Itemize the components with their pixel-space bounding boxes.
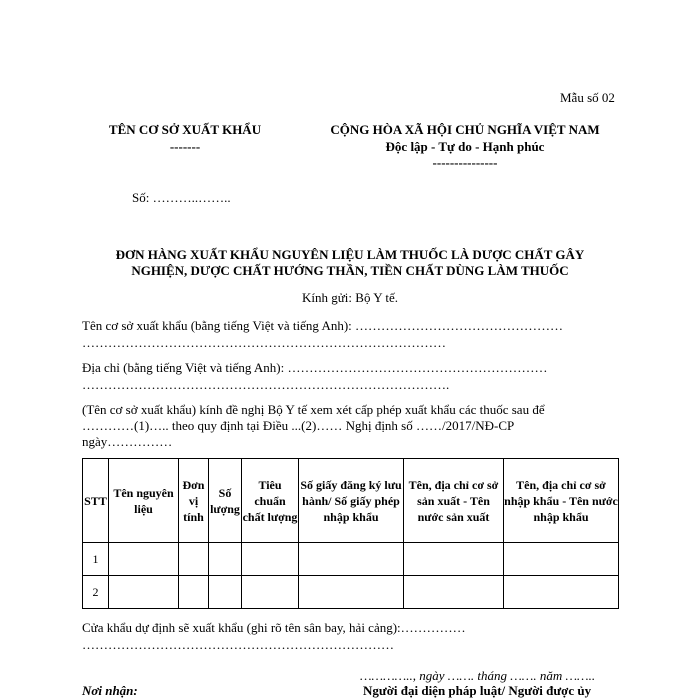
table-cell xyxy=(109,576,179,609)
column-header-manufacturer: Tên, địa chỉ cơ sở sản xuất - Tên nước sản xuất xyxy=(404,459,504,543)
table-header-row xyxy=(83,459,619,543)
table-cell xyxy=(299,576,404,609)
table-cell: 2 xyxy=(83,576,109,609)
column-header-material-name: Tên nguyên liệu xyxy=(109,459,179,543)
table-row xyxy=(83,543,619,576)
address-continuation: …………………………………………………………………………. xyxy=(82,377,450,392)
border-gate-continuation: ……………………………………………………………… xyxy=(82,637,394,652)
form-title-line1: ĐƠN HÀNG XUẤT KHẨU NGUYÊN LIỆU LÀM THUỐC LÀ DƯỢC CHẤT GÂY xyxy=(115,247,585,262)
table-cell xyxy=(504,576,619,609)
table-cell xyxy=(209,576,242,609)
national-title: CỘNG HÒA XÃ HỘI CHỦ NGHĨA VIỆT NAM xyxy=(330,122,600,137)
table-cell xyxy=(209,543,242,576)
column-header-stt: STT xyxy=(83,459,109,543)
table-cell xyxy=(299,543,404,576)
exporter-name-continuation: ………………………………………………………………………… xyxy=(82,335,446,350)
column-header-registration-number: Số giấy đăng ký lưu hành/ Số giấy phép nhập khẩu xyxy=(299,459,404,543)
header-left-underline: ------- xyxy=(169,139,201,154)
request-text-line1: (Tên cơ sở xuất khẩu) kính đề nghị Bộ Y tế xem xét cấp phép xuất khẩu các thuốc sau để xyxy=(82,402,545,417)
table-cell xyxy=(242,543,299,576)
exporter-name-header: TÊN CƠ SỞ XUẤT KHẨU xyxy=(108,122,262,137)
column-header-importer: Tên, địa chỉ cơ sở nhập khẩu - Tên nước nhập khẩu xyxy=(504,459,619,543)
table-cell xyxy=(109,543,179,576)
document-number: Số: ………..…….. xyxy=(132,190,231,205)
column-header-quantity: Số lượng xyxy=(209,459,242,543)
exporter-name-field: Tên cơ sở xuất khẩu (bằng tiếng Việt và tiếng Anh): ………………………………………… xyxy=(82,318,564,333)
table-cell: 1 xyxy=(83,543,109,576)
goods-table xyxy=(82,458,619,609)
form-number: Mẫu số 02 xyxy=(560,90,615,105)
table-cell xyxy=(504,543,619,576)
table-row xyxy=(83,576,619,609)
table-cell xyxy=(179,576,209,609)
table-cell xyxy=(404,543,504,576)
signature-label: Người đại diện pháp luật/ Người được ủy xyxy=(363,683,592,698)
form-title-line2: NGHIỆN, DƯỢC CHẤT HƯỚNG THẦN, TIỀN CHẤT DÙNG LÀM THUỐC xyxy=(131,263,569,278)
table-cell xyxy=(404,576,504,609)
table-cell xyxy=(179,543,209,576)
recipients-label: Nơi nhận: xyxy=(82,683,138,698)
header-right-underline: --------------- xyxy=(432,155,498,170)
border-gate-field: Cửa khẩu dự định sẽ xuất khẩu (ghi rõ tên sân bay, hải cảng):…………… xyxy=(82,620,466,635)
request-text-line2: …………(1)….. theo quy định tại Điều ...(2)…… Nghị định số ……/2017/NĐ-CP xyxy=(82,418,515,433)
national-motto: Độc lập - Tự do - Hạnh phúc xyxy=(385,139,545,154)
column-header-unit: Đơn vị tính xyxy=(179,459,209,543)
date-line: ………….., ngày ……. tháng ……. năm …….. xyxy=(360,668,596,683)
request-text-line3: ngày…………… xyxy=(82,434,173,449)
column-header-quality-standard: Tiêu chuẩn chất lượng xyxy=(242,459,299,543)
table-cell xyxy=(242,576,299,609)
recipient-line: Kính gửi: Bộ Y tế. xyxy=(302,290,398,305)
address-field: Địa chỉ (bằng tiếng Việt và tiếng Anh): …………………………………………………… xyxy=(82,360,548,375)
